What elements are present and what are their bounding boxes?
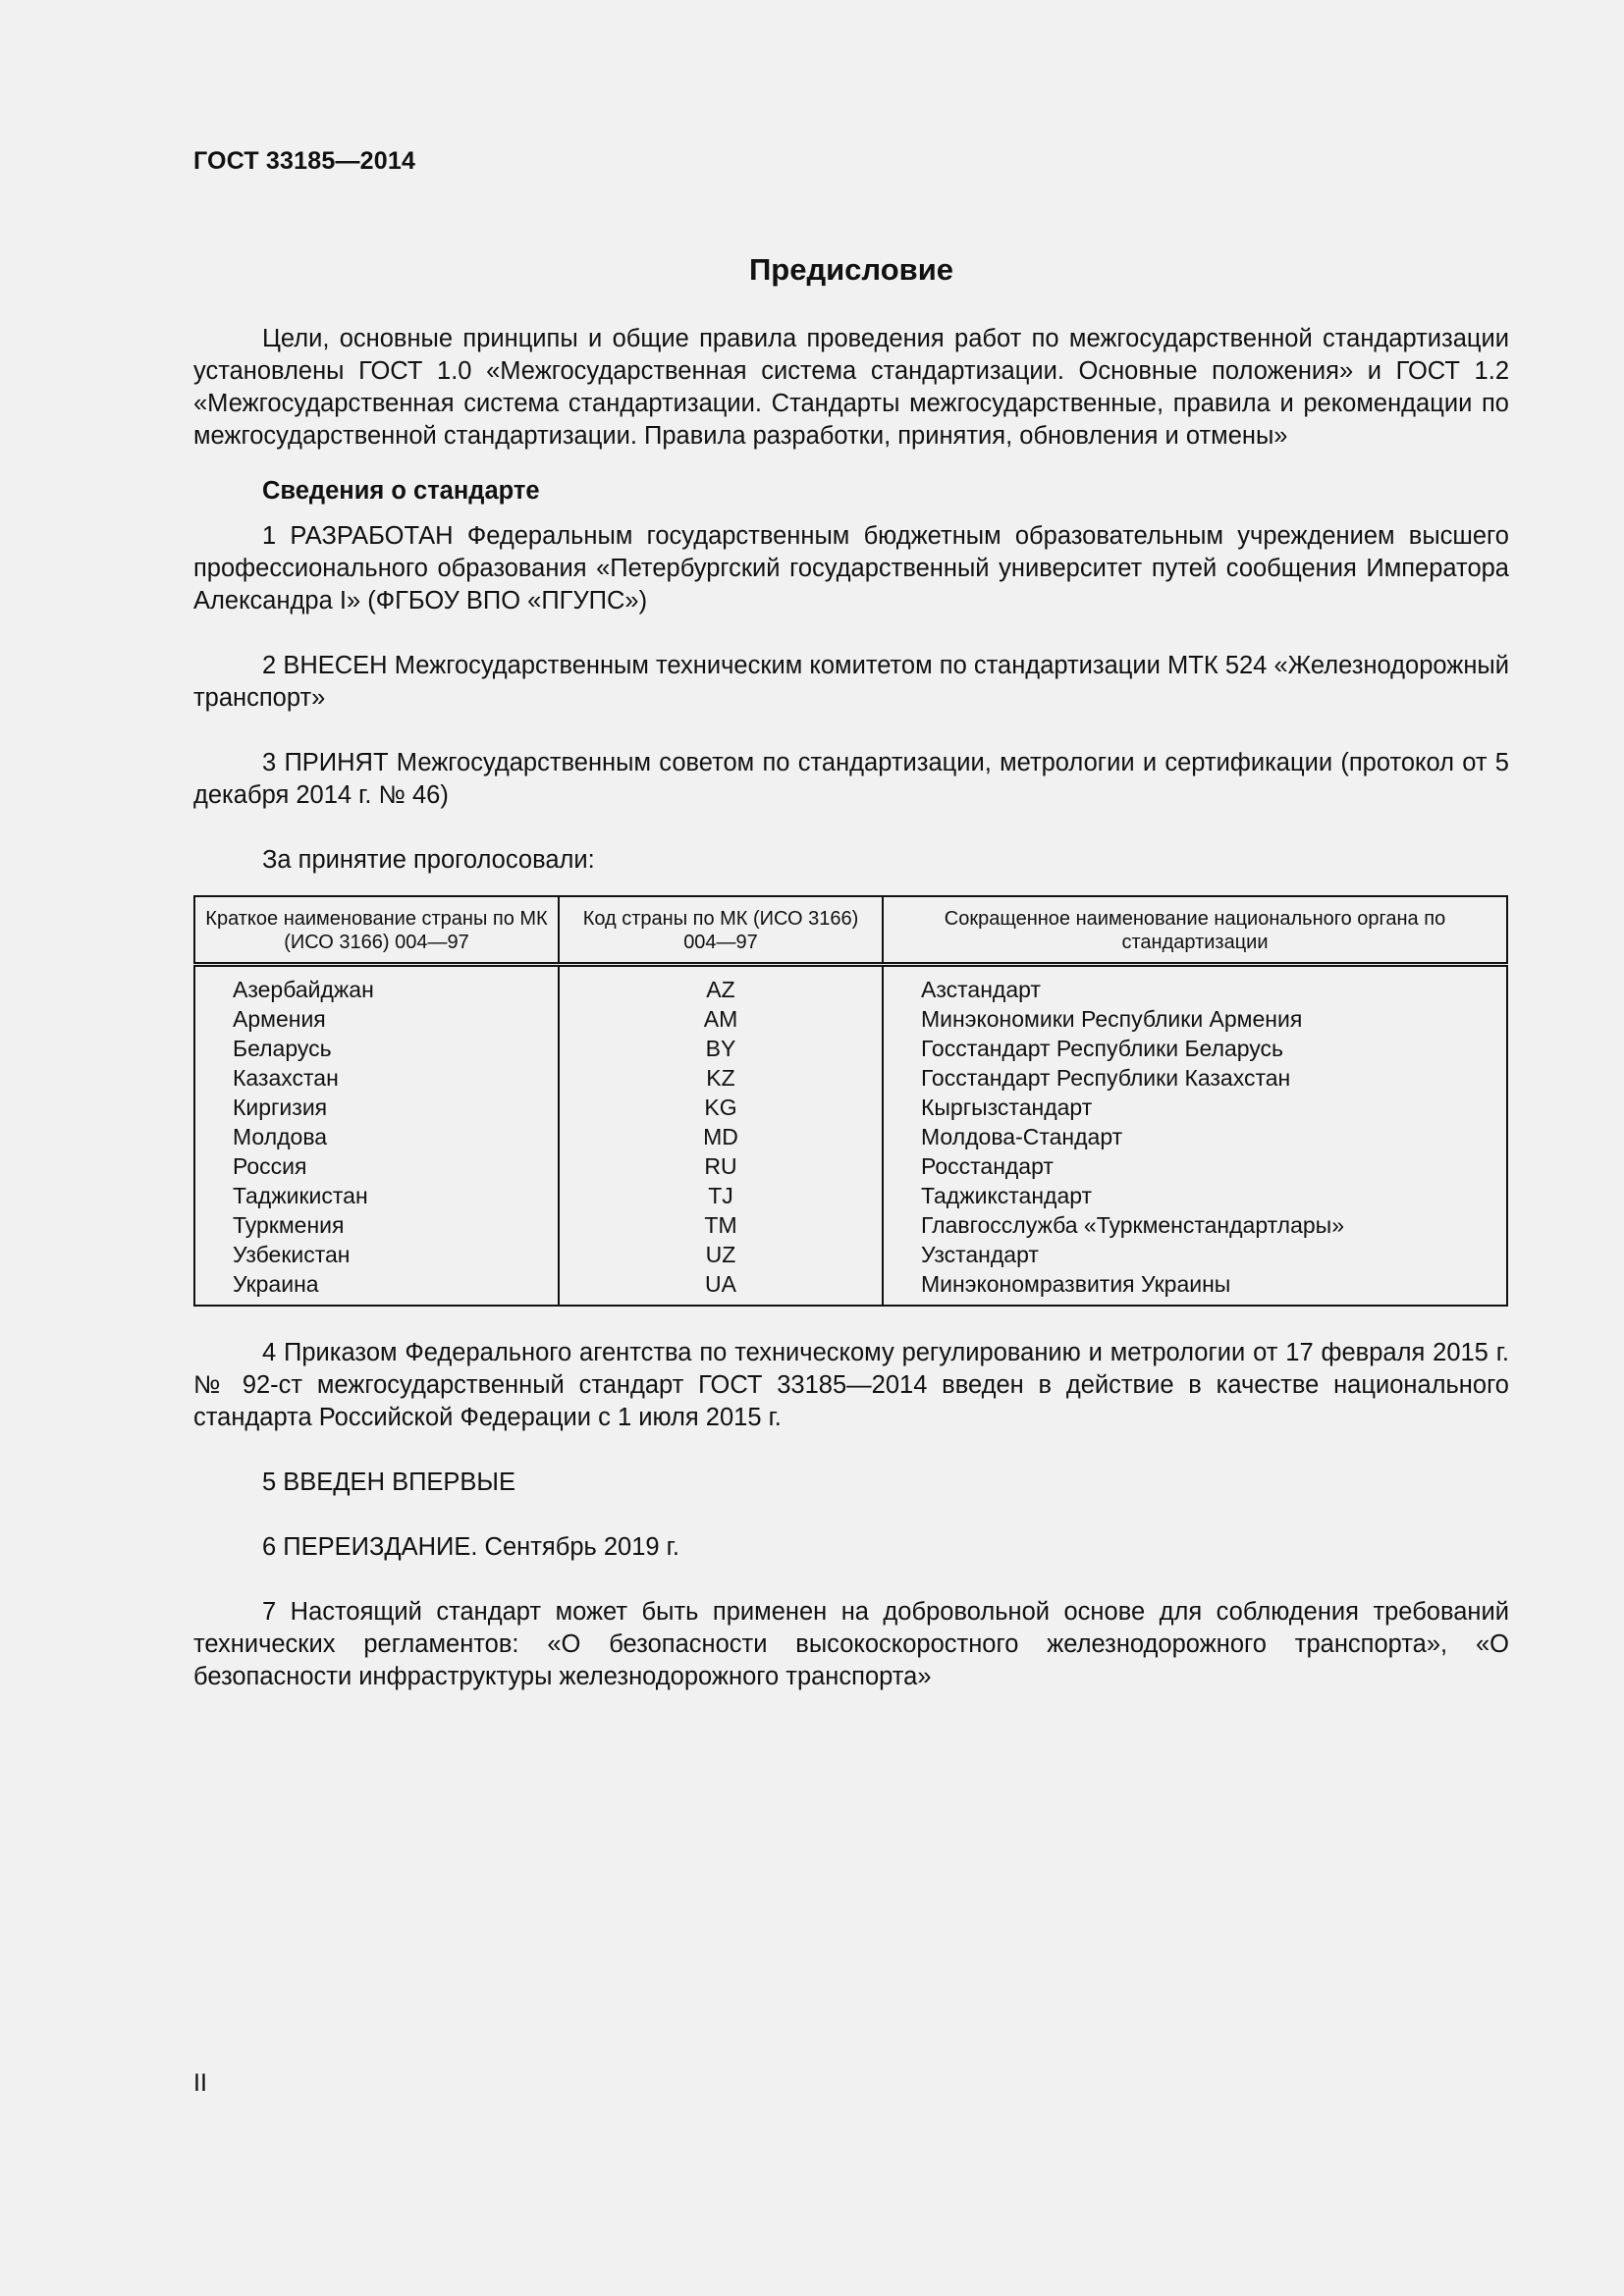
- standards-body-cell: Азстандарт: [921, 977, 1041, 1002]
- item-2-introduced: 2 ВНЕСЕН Межгосударственным техническим комитетом по стандартизации МТК 524 «Железнодорожный транспорт»: [193, 652, 1509, 712]
- standards-body-cell: Узстандарт: [921, 1242, 1039, 1267]
- country-code-cell: UZ: [705, 1242, 736, 1267]
- country-name-cell: Киргизия: [233, 1095, 328, 1120]
- member-states-table: [193, 895, 1508, 1307]
- page-number: II: [193, 2069, 207, 2097]
- country-name-cell: Молдова: [233, 1124, 328, 1149]
- country-name-cell: Казахстан: [233, 1065, 339, 1091]
- item-4-order: 4 Приказом Федерального агентства по техническому регулированию и метрологии от 17 февраля 2015 г. № 92-ст межгосударственный стандарт ГОСТ 33185—2014 введен в действие в качестве национального стандарта Российской Федерации с 1 июля 2015 г.: [193, 1339, 1509, 1431]
- country-name-cell: Россия: [233, 1153, 307, 1179]
- item-7-voluntary-use: 7 Настоящий стандарт может быть применен на добровольной основе для соблюдения требований технических регламентов: «О безопасности высокоскоростного железнодорожного транспорта», «О безопасности инфраструктуры железнодорожного транспорта»: [193, 1598, 1509, 1690]
- standards-body-cell: Росстандарт: [921, 1153, 1054, 1179]
- item-6-reissue: 6 ПЕРЕИЗДАНИЕ. Сентябрь 2019 г.: [262, 1533, 679, 1561]
- item-5-first-time: 5 ВВЕДЕН ВПЕРВЫЕ: [262, 1468, 516, 1496]
- table-body-row: [194, 965, 1507, 1307]
- country-name-cell: Азербайджан: [233, 977, 374, 1002]
- standards-body-cell: Таджикстандарт: [921, 1183, 1093, 1208]
- country-name-cell: Узбекистан: [233, 1242, 351, 1267]
- standards-body-cell: Кыргызстандарт: [921, 1095, 1093, 1120]
- vote-intro: За принятие проголосовали:: [262, 846, 595, 874]
- country-name-cell: Таджикистан: [233, 1183, 368, 1208]
- page-title: Предисловие: [748, 252, 953, 287]
- country-code-cell: UA: [705, 1271, 736, 1297]
- country-code-cell: RU: [704, 1153, 737, 1179]
- country-name-cell: Украина: [233, 1271, 319, 1297]
- country-code-cell: TM: [704, 1212, 737, 1238]
- country-code-cell: TJ: [708, 1183, 733, 1208]
- country-code-cell: AZ: [706, 977, 735, 1002]
- country-code-column: [559, 965, 883, 1307]
- standards-body-column: [883, 965, 1507, 1307]
- header-country-name: Краткое наименование страны по МК (ИСО 3166) 004—97: [194, 896, 559, 965]
- standards-body-cell: Главгосслужба «Туркменстандартлары»: [921, 1212, 1344, 1238]
- intro-paragraph: Цели, основные принципы и общие правила проведения работ по межгосударственной стандартизации установлены ГОСТ 1.0 «Межгосударственная система стандартизации. Основные положения» и ГОСТ 1.2 «Межгосударственная система стандартизации. Стандарты межгосударственные, правила и рекомендации по межгосударственной стандартизации. Правила разработки, принятия, обновления и отмены»: [193, 325, 1509, 450]
- country-name-cell: Армения: [233, 1006, 326, 1032]
- document-code: ГОСТ 33185—2014: [193, 147, 416, 175]
- header-standards-body: Сокращенное наименование национального органа по стандартизации: [883, 896, 1507, 965]
- standards-body-cell: Госстандарт Республики Казахстан: [921, 1065, 1291, 1091]
- country-code-cell: KG: [704, 1095, 737, 1120]
- standards-body-cell: Минэкономики Республики Армения: [921, 1006, 1303, 1032]
- country-name-cell: Туркмения: [233, 1212, 345, 1238]
- item-3-adopted: 3 ПРИНЯТ Межгосударственным советом по стандартизации, метрологии и сертификации (протокол от 5 декабря 2014 г. № 46): [193, 749, 1509, 809]
- country-name-column: [194, 965, 559, 1307]
- country-code-cell: KZ: [706, 1065, 735, 1091]
- table-header-row: [194, 896, 1507, 965]
- standards-body-cell: Молдова-Стандарт: [921, 1124, 1123, 1149]
- section-heading: Сведения о стандарте: [262, 477, 540, 505]
- standards-body-cell: Госстандарт Республики Беларусь: [921, 1036, 1284, 1061]
- country-code-cell: AM: [703, 1006, 738, 1032]
- standards-body-cell: Минэкономразвития Украины: [921, 1271, 1231, 1297]
- document-page: [193, 147, 1509, 1693]
- header-country-code: Код страны по МК (ИСО 3166) 004—97: [559, 896, 883, 965]
- item-1-developed: 1 РАЗРАБОТАН Федеральным государственным бюджетным образовательным учреждением высшего профессионального образования «Петербургский государственный университет путей сообщения Императора Александра I» (ФГБОУ ВПО «ПГУПС»): [193, 522, 1509, 614]
- country-name-cell: Беларусь: [233, 1036, 332, 1061]
- country-code-cell: MD: [703, 1124, 738, 1149]
- country-code-cell: BY: [705, 1036, 736, 1061]
